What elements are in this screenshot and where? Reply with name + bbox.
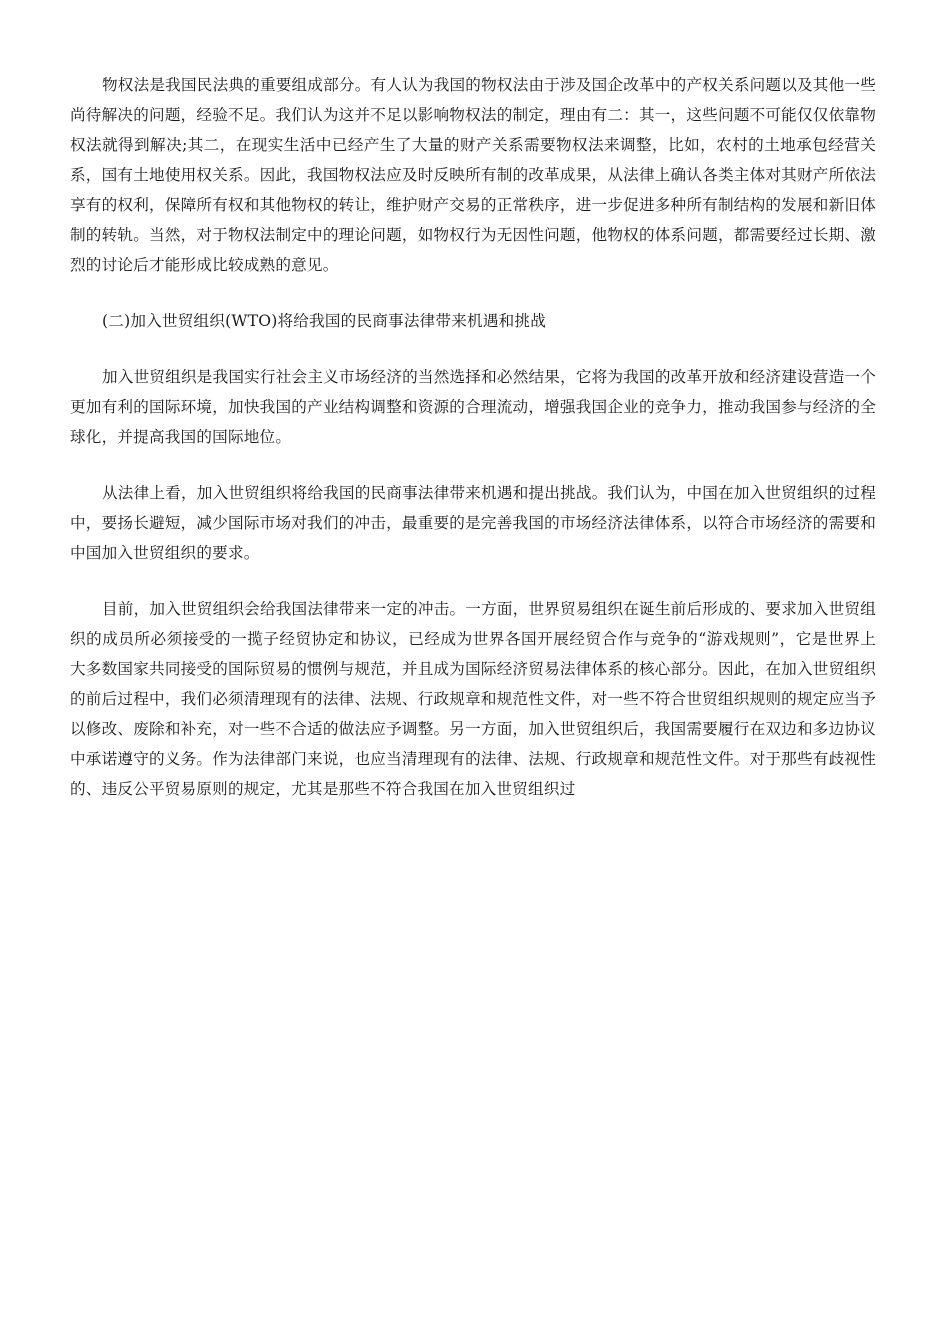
paragraph-current-impact: 目前，加入世贸组织会给我国法律带来一定的冲击。一方面，世界贸易组织在诞生前后形成的、要求加入世贸组织的成员所必须接受的一揽子经贸协定和协议，已经成为世界各国开展经贸合作与竞争的“游戏规则”，它是世界上大多数国家共同接受的国际贸易的惯例与规范，并且成为国际经济贸易法律体系的核心部分。因此，在加入世贸组织的前后过程中，我们必须清理现有的法律、法规、行政规章和规范性文件，对一些不符合世贸组织规则的规定应当予以修改、废除和补充，对一些不合适的做法应予调整。另一方面，加入世贸组织后，我国需要履行在双边和多边协议中承诺遵守的义务。作为法律部门来说，也应当清理现有的法律、法规、行政规章和规范性文件。对于那些有歧视性的、违反公平贸易原则的规定，尤其是那些不符合我国在加入世贸组织过 (70, 600, 876, 798)
section-heading-wto: (二)加入世贸组织(WTO)将给我国的民商事法律带来机遇和挑战 (102, 312, 546, 330)
document-page (70, 70, 876, 830)
paragraph-property-law: 物权法是我国民法典的重要组成部分。有人认为我国的物权法由于涉及国企改革中的产权关系问题以及其他一些尚待解决的问题，经验不足。我们认为这并不足以影响物权法的制定，理由有二：其一，这些问题不可能仅仅依靠物权法就得到解决;其二，在现实生活中已经产生了大量的财产关系需要物权法来调整，比如，农村的土地承包经营关系，国有土地使用权关系。因此，我国物权法应及时反映所有制的改革成果，从法律上确认各类主体对其财产所依法享有的权利，保障所有权和其他物权的转让，维护财产交易的正常秩序，进一步促进多种所有制结构的发展和新旧体制的转轨。当然，对于物权法制定中的理论问题，如物权行为无因性问题，他物权的体系问题，都需要经过长期、激烈的讨论后才能形成比较成熟的意见。 (70, 76, 876, 274)
paragraph-wto-choice: 加入世贸组织是我国实行社会主义市场经济的当然选择和必然结果，它将为我国的改革开放和经济建设营造一个更加有利的国际环境，加快我国的产业结构调整和资源的合理流动，增强我国企业的竞争力，推动我国参与经济的全球化，并提高我国的国际地位。 (70, 368, 876, 446)
paragraph-legal-perspective: 从法律上看，加入世贸组织将给我国的民商事法律带来机遇和提出挑战。我们认为，中国在加入世贸组织的过程中，要扬长避短，减少国际市场对我们的冲击，最重要的是完善我国的市场经济法律体系，以符合市场经济的需要和中国加入世贸组织的要求。 (70, 484, 876, 562)
